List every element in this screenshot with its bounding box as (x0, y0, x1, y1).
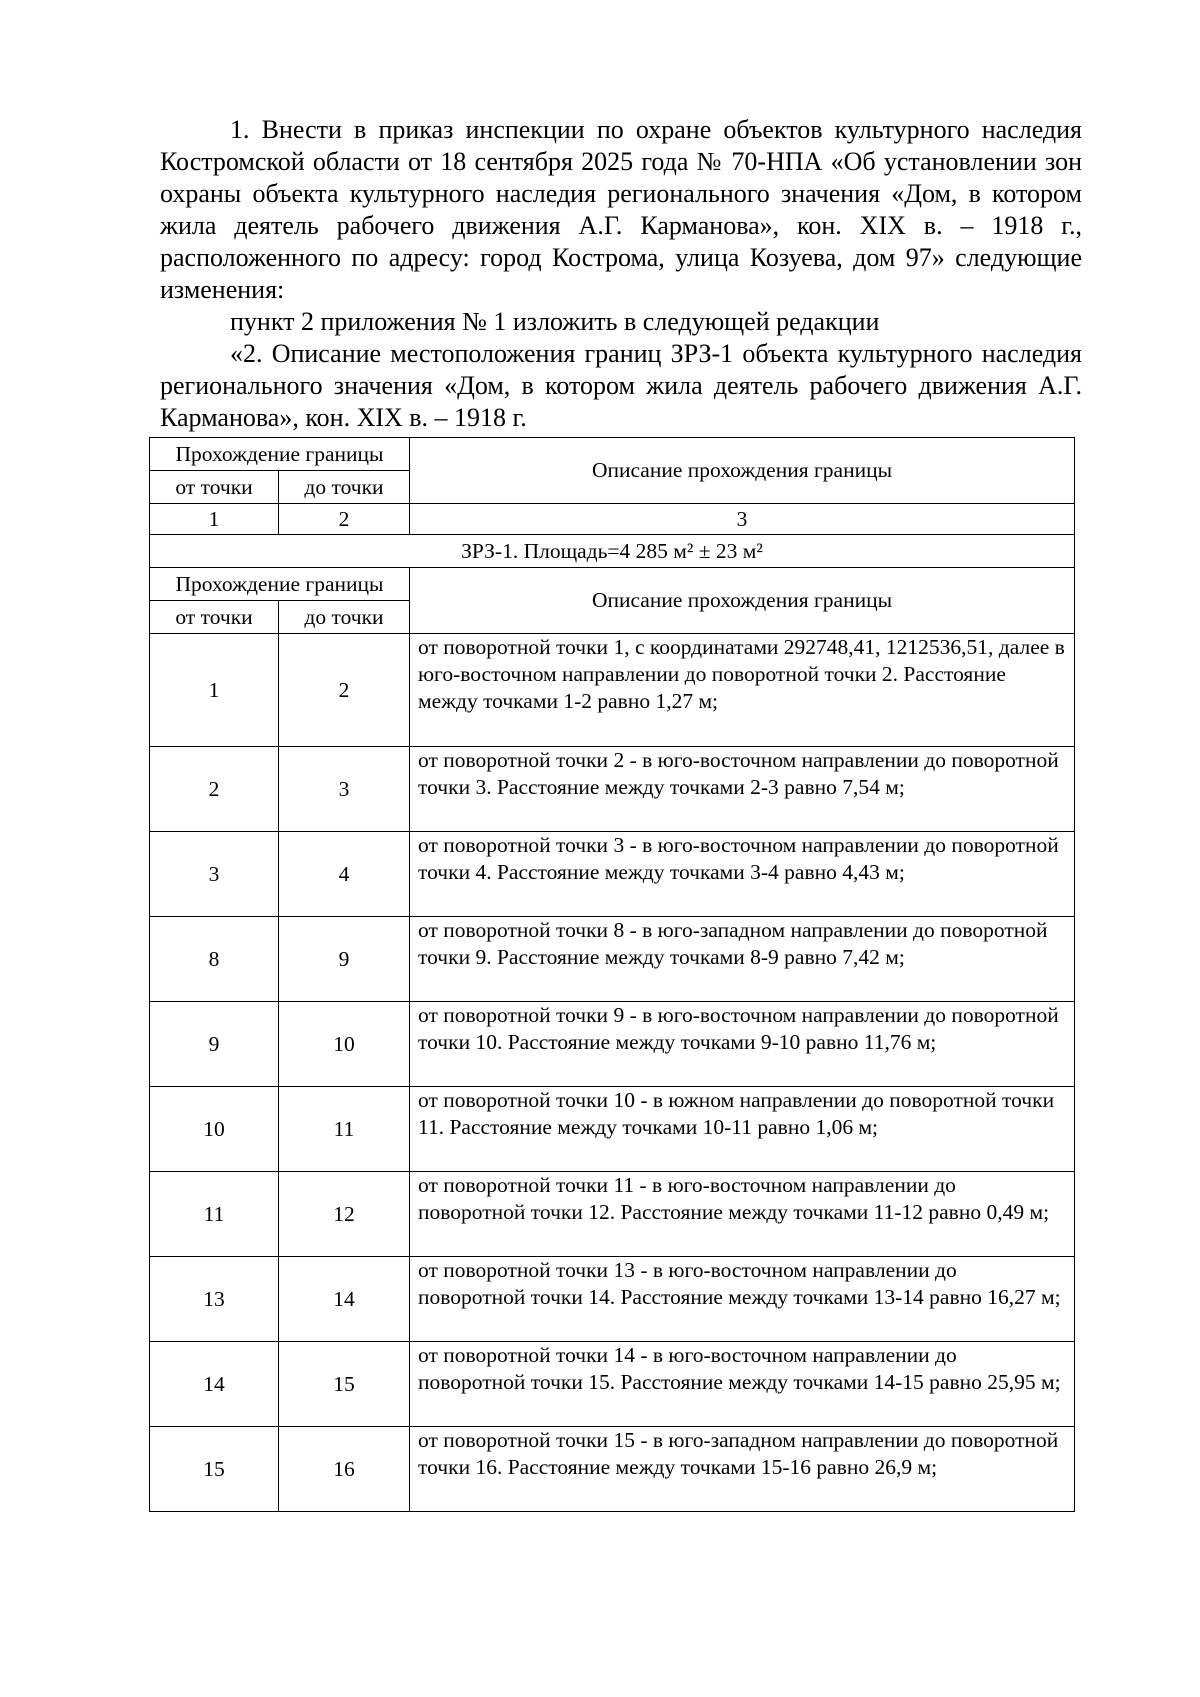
row-desc-cell: от поворотной точки 9 - в юго-восточном направлении до поворотной точки 10. Расстояние между точками 9-10 равно 11,76 м; (410, 1002, 1075, 1087)
row-desc-cell: от поворотной точки 3 - в юго-восточном направлении до поворотной точки 4. Расстояние между точками 3-4 равно 4,43 м; (410, 832, 1075, 917)
row-to-cell: 10 (279, 1002, 410, 1087)
zone-title-row (150, 535, 1075, 568)
row-from-cell: 8 (150, 917, 279, 1002)
document-page (160, 114, 1082, 1512)
intro-paragraph-1: 1. Внести в приказ инспекции по охране объектов культурного наследия Костромской области от 18 сентября 2025 года № 70-НПА «Об установлении зон охраны объекта культурного наследия регионального значения «Дом, в котором жила деятель рабочего движения А.Г. Карманова», кон. XIX в. – 1918 г., расположенного по адресу: город Кострома, улица Козуева, дом 97» следующие изменения: (160, 115, 1082, 304)
row-to-cell: 2 (279, 634, 410, 747)
column-number-2: 2 (279, 504, 410, 535)
row-to-cell: 9 (279, 917, 410, 1002)
table-row (150, 1087, 1075, 1172)
column-number-1: 1 (150, 504, 279, 535)
table-row (150, 832, 1075, 917)
row-desc-cell: от поворотной точки 10 - в южном направлении до поворотной точки 11. Расстояние между точками 10-11 равно 1,06 м; (410, 1087, 1075, 1172)
table-header-row-3 (150, 568, 1075, 601)
header-group-cell: Прохождение границы (150, 438, 410, 471)
row-to-cell: 3 (279, 747, 410, 832)
row-from-cell: 13 (150, 1257, 279, 1342)
table-row (150, 1342, 1075, 1427)
header-to-cell: до точки (279, 471, 410, 504)
header-desc-cell: Описание прохождения границы (410, 438, 1075, 504)
row-desc-cell: от поворотной точки 1, с координатами 292748,41, 1212536,51, далее в юго-восточном направлении до поворотной точки 2. Расстояние между точками 1-2 равно 1,27 м; (410, 634, 1075, 747)
zone-title-cell: ЗРЗ-1. Площадь=4 285 м² ± 23 м² (150, 535, 1075, 568)
header-from-cell: от точки (150, 471, 279, 504)
column-number-3: 3 (410, 504, 1075, 535)
header-group-cell-repeat: Прохождение границы (150, 568, 410, 601)
row-to-cell: 15 (279, 1342, 410, 1427)
intro-paragraph-3: «2. Описание местоположения границ ЗРЗ-1 объекта культурного наследия регионального значения «Дом, в котором жила деятель рабочего движения А.Г. Карманова», кон. XIX в. – 1918 г. (160, 339, 1082, 432)
row-desc-cell: от поворотной точки 13 - в юго-восточном направлении до поворотной точки 14. Расстояние между точками 13-14 равно 16,27 м; (410, 1257, 1075, 1342)
row-to-cell: 16 (279, 1427, 410, 1512)
row-from-cell: 15 (150, 1427, 279, 1512)
column-number-row (150, 504, 1075, 535)
row-from-cell: 11 (150, 1172, 279, 1257)
table-row (150, 1002, 1075, 1087)
header-to-cell-repeat: до точки (279, 601, 410, 634)
row-from-cell: 14 (150, 1342, 279, 1427)
row-desc-cell: от поворотной точки 8 - в юго-западном направлении до поворотной точки 9. Расстояние между точками 8-9 равно 7,42 м; (410, 917, 1075, 1002)
intro-paragraph-2: пункт 2 приложения № 1 изложить в следующей редакции (230, 307, 880, 336)
row-to-cell: 11 (279, 1087, 410, 1172)
header-desc-cell-repeat: Описание прохождения границы (410, 568, 1075, 634)
table-row (150, 747, 1075, 832)
row-desc-cell: от поворотной точки 2 - в юго-восточном направлении до поворотной точки 3. Расстояние между точками 2-3 равно 7,54 м; (410, 747, 1075, 832)
row-desc-cell: от поворотной точки 14 - в юго-восточном направлении до поворотной точки 15. Расстояние между точками 14-15 равно 25,95 м; (410, 1342, 1075, 1427)
row-from-cell: 3 (150, 832, 279, 917)
row-from-cell: 9 (150, 1002, 279, 1087)
row-to-cell: 12 (279, 1172, 410, 1257)
table-header-row-1 (150, 438, 1075, 471)
table-row (150, 634, 1075, 747)
row-desc-cell: от поворотной точки 11 - в юго-восточном направлении до поворотной точки 12. Расстояние между точками 11-12 равно 0,49 м; (410, 1172, 1075, 1257)
row-to-cell: 4 (279, 832, 410, 917)
table-row (150, 1257, 1075, 1342)
boundary-table (149, 437, 1075, 1512)
table-row (150, 1172, 1075, 1257)
row-from-cell: 2 (150, 747, 279, 832)
boundary-table-body (150, 438, 1075, 1512)
row-desc-cell: от поворотной точки 15 - в юго-западном направлении до поворотной точки 16. Расстояние между точками 15-16 равно 26,9 м; (410, 1427, 1075, 1512)
header-from-cell-repeat: от точки (150, 601, 279, 634)
row-from-cell: 1 (150, 634, 279, 747)
table-row (150, 1427, 1075, 1512)
row-to-cell: 14 (279, 1257, 410, 1342)
table-row (150, 917, 1075, 1002)
row-from-cell: 10 (150, 1087, 279, 1172)
